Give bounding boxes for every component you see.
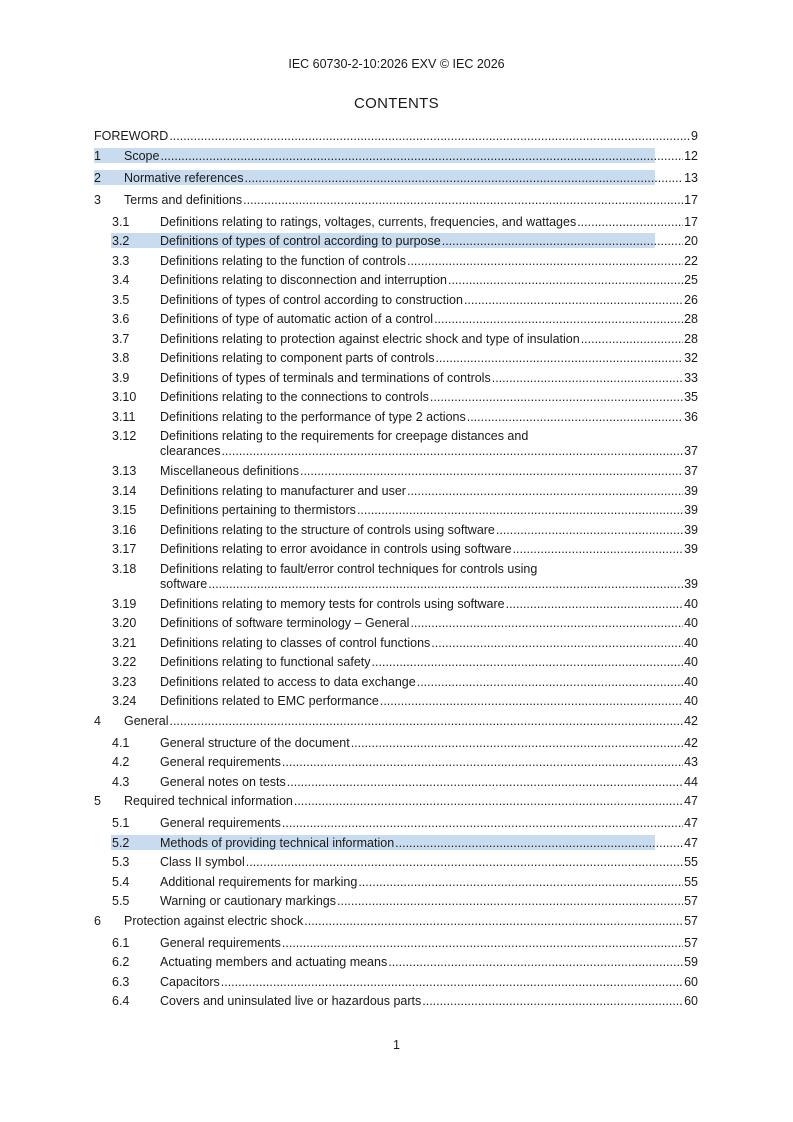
toc-entry-number: 1: [94, 148, 101, 163]
toc-entry[interactable]: [94, 891, 698, 911]
toc-entry-number: 3.10: [112, 390, 137, 404]
toc-entry-number: 3.20: [112, 616, 137, 630]
toc-entry-number: 3.5: [112, 292, 130, 307]
toc-entry-page: 39: [684, 542, 698, 556]
page-number: 1: [393, 1038, 400, 1052]
toc-entry-title: Definitions pertaining to thermistors: [160, 503, 356, 517]
toc-entry[interactable]: [94, 833, 698, 853]
toc-entry-line: [160, 675, 698, 690]
toc-dot-leader: [357, 503, 683, 518]
toc-entry-line: [160, 597, 698, 612]
toc-entry[interactable]: [94, 911, 698, 933]
toc-dot-leader: [492, 371, 683, 386]
toc-dot-leader: [294, 794, 683, 809]
toc-entry[interactable]: [94, 933, 698, 953]
toc-entry-title: Definitions relating to component parts of controls: [160, 351, 435, 365]
toc-entry[interactable]: [94, 691, 698, 711]
toc-entry-number: 3.22: [112, 655, 137, 669]
toc-entry-line: [160, 736, 698, 751]
toc-entry-number: 5.4: [112, 874, 130, 889]
toc-entry-number: 5.5: [112, 894, 130, 908]
toc-entry[interactable]: [94, 387, 698, 407]
toc-entry-line: [160, 371, 698, 386]
toc-entry-title: Required technical information: [124, 794, 293, 808]
toc-entry-title: Definitions related to EMC performance: [160, 694, 379, 708]
toc-entry-title: Definitions of types of terminals and terminations of controls: [160, 370, 491, 385]
page-title: CONTENTS: [354, 95, 439, 112]
toc-entry[interactable]: [94, 594, 698, 614]
toc-entry[interactable]: [94, 231, 698, 251]
toc-entry-line: [160, 577, 698, 592]
toc-entry-title: Methods of providing technical information: [160, 835, 395, 850]
toc-entry-page: 33: [684, 370, 698, 385]
toc-entry-line: [160, 293, 698, 308]
toc-entry-page: 60: [684, 974, 698, 989]
toc-entry-title: Definitions relating to disconnection and interruption: [160, 273, 447, 287]
toc-entry-title: Normative references: [124, 170, 244, 185]
toc-entry-line: [160, 464, 698, 479]
toc-entry-number: 2: [94, 170, 101, 185]
toc-entry[interactable]: [94, 426, 698, 461]
toc-entry[interactable]: [94, 461, 698, 481]
toc-entry-page: 47: [684, 835, 698, 850]
toc-entry-title: Capacitors: [160, 974, 220, 989]
toc-entry-page: 39: [684, 522, 698, 537]
toc-entry[interactable]: [94, 348, 698, 368]
toc-dot-leader: [395, 836, 683, 851]
toc-entry-title: clearances: [160, 444, 221, 458]
toc-dot-leader: [160, 149, 683, 164]
toc-entry-number: 3: [94, 192, 101, 207]
toc-dot-leader: [435, 351, 683, 366]
toc-entry-line: [160, 254, 698, 269]
toc-entry-title: software: [160, 576, 208, 591]
toc-entry-title: Scope: [124, 148, 160, 163]
toc-entry-line: [160, 503, 698, 518]
toc-entry[interactable]: [94, 711, 698, 733]
toc-entry-line: [160, 936, 698, 951]
toc-entry-number: 3.11: [112, 409, 136, 424]
toc-entry-number: 3.18: [112, 561, 137, 576]
toc-dot-leader: [351, 736, 683, 751]
toc-entry-page: 13: [684, 170, 698, 185]
toc-entry-page: 57: [684, 913, 698, 928]
page-header: IEC 60730-2-10:2026 EXV © IEC 2026: [288, 57, 505, 71]
toc-entry-line: [160, 875, 698, 890]
toc-entry-title: General: [124, 713, 169, 728]
toc-dot-leader: [169, 129, 690, 144]
toc-entry-line: [124, 193, 698, 208]
toc-entry-title: Definitions relating to the structure of controls using software: [160, 522, 495, 537]
toc-entry-number: 3.9: [112, 370, 130, 385]
toc-entry-page: 60: [684, 994, 698, 1008]
toc-entry-title: Class II symbol: [160, 855, 245, 869]
toc-entry-title: Definitions relating to the connections to controls: [160, 390, 429, 404]
toc-entry-title: General requirements: [160, 816, 281, 830]
toc-dot-leader: [448, 273, 683, 288]
toc-entry-number: 3.23: [112, 674, 137, 689]
toc-entry[interactable]: [94, 772, 698, 792]
toc-entry-line: [160, 542, 698, 557]
toc-entry[interactable]: [94, 613, 698, 633]
toc-entry-page: 28: [684, 331, 698, 346]
toc-dot-leader: [581, 332, 683, 347]
toc-entry-line: [160, 215, 698, 230]
toc-entry-line: [160, 816, 698, 831]
toc-entry-page: 17: [684, 214, 698, 229]
toc-entry-title: Definitions relating to the performance of type 2 actions: [160, 409, 466, 424]
toc-entry-number: 3.19: [112, 596, 137, 611]
toc-entry-number: 6.3: [112, 974, 130, 989]
toc-entry-number: 3.13: [112, 464, 137, 478]
toc-entry-number: 3.1: [112, 214, 130, 229]
toc-dot-leader: [221, 975, 683, 990]
toc-entry-page: 40: [684, 694, 698, 708]
toc-dot-leader: [388, 955, 683, 970]
toc-entry-line: [160, 616, 698, 631]
toc-entry-page: 17: [684, 192, 698, 207]
toc-entry-page: 20: [684, 234, 698, 248]
toc-entry-line: [160, 836, 698, 851]
toc-entry[interactable]: [94, 559, 698, 594]
toc-dot-leader: [434, 312, 683, 327]
toc-dot-leader: [407, 484, 683, 499]
toc-entry-number: 6.4: [112, 994, 130, 1008]
toc-dot-leader: [282, 816, 683, 831]
toc-dot-leader: [282, 755, 683, 770]
toc-entry[interactable]: [94, 852, 698, 872]
toc-entry[interactable]: [94, 752, 698, 772]
toc-dot-leader: [246, 855, 683, 870]
toc-entry-page: 40: [684, 674, 698, 689]
toc-entry-page: 42: [684, 713, 698, 728]
toc-entry[interactable]: [94, 872, 698, 892]
toc-entry-title: Definitions relating to classes of control functions: [160, 635, 431, 650]
toc-dot-leader: [300, 464, 683, 479]
toc-entry-number: 5.3: [112, 855, 130, 869]
toc-entry-line: [124, 714, 698, 729]
toc-dot-leader: [169, 714, 683, 729]
toc-entry[interactable]: [94, 309, 698, 329]
toc-entry-title: Definitions of types of control according to purpose: [160, 234, 441, 248]
toc-entry-page: 47: [684, 816, 698, 830]
toc-entry-page: 43: [684, 755, 698, 769]
toc-entry-line: [160, 410, 698, 425]
toc-entry-number: 6.1: [112, 935, 130, 950]
toc-entry-title: Definitions relating to the function of controls: [160, 253, 406, 268]
toc-entry[interactable]: [94, 270, 698, 290]
toc-dot-leader: [506, 597, 684, 612]
toc-dot-leader: [467, 410, 683, 425]
toc-dot-leader: [245, 171, 684, 186]
toc-entry[interactable]: [94, 672, 698, 692]
toc-entry-number: 3.14: [112, 483, 137, 498]
toc-entry-line: [160, 955, 698, 970]
toc-entry-number: 5: [94, 794, 101, 808]
toc-entry-page: 37: [684, 464, 698, 478]
toc-entry[interactable]: [94, 652, 698, 672]
toc-entry-number: 4.2: [112, 755, 130, 769]
toc-entry-number: 4.3: [112, 774, 130, 789]
toc-entry-line: [124, 794, 698, 809]
toc-entry-page: 37: [684, 444, 698, 458]
toc-entry[interactable]: [94, 251, 698, 271]
toc-entry-title: FOREWORD: [94, 129, 169, 143]
toc-entry-number: 3.17: [112, 542, 137, 556]
toc-entry-page: 12: [684, 148, 698, 163]
toc-entry-number: 3.16: [112, 522, 137, 537]
toc-entry-number: 3.8: [112, 351, 130, 365]
toc-entry[interactable]: [94, 190, 698, 212]
toc-entry-title: Terms and definitions: [124, 192, 243, 207]
table-of-contents: [94, 126, 698, 1011]
toc-entry-page: 40: [684, 635, 698, 650]
toc-entry-line: [160, 273, 698, 288]
toc-entry[interactable]: [94, 813, 698, 833]
toc-dot-leader: [358, 875, 683, 890]
toc-entry-line: [160, 655, 698, 670]
toc-dot-leader: [380, 694, 683, 709]
toc-entry-number: 3.2: [112, 234, 130, 248]
toc-entry-title-line1: Definitions relating to fault/error control techniques for controls using: [160, 561, 538, 576]
toc-entry-title: Warning or cautionary markings: [160, 894, 336, 908]
toc-dot-leader: [208, 577, 683, 592]
toc-dot-leader: [431, 636, 683, 651]
toc-entry-number: 3.24: [112, 694, 137, 708]
toc-entry-number: 3.6: [112, 312, 130, 326]
toc-entry-title: Miscellaneous definitions: [160, 464, 299, 478]
toc-entry-number: 5.1: [112, 816, 130, 830]
toc-entry-number: 3.7: [112, 331, 130, 346]
toc-entry-page: 44: [684, 774, 698, 789]
toc-entry-number: 3.15: [112, 503, 137, 517]
toc-entry[interactable]: [94, 368, 698, 388]
toc-entry-page: 28: [684, 312, 698, 326]
toc-entry-page: 55: [684, 855, 698, 869]
toc-entry-title: Definitions relating to error avoidance in controls using software: [160, 542, 512, 556]
toc-entry[interactable]: [94, 212, 698, 232]
toc-dot-leader: [407, 254, 683, 269]
toc-entry[interactable]: [94, 146, 698, 168]
toc-entry[interactable]: [94, 991, 698, 1011]
toc-entry[interactable]: [94, 329, 698, 349]
toc-entry-title: Definitions relating to functional safety: [160, 655, 371, 669]
toc-entry-number: 3.3: [112, 253, 130, 268]
toc-entry-page: 39: [684, 483, 698, 498]
toc-entry[interactable]: [94, 168, 698, 190]
toc-entry[interactable]: [94, 791, 698, 813]
toc-entry-title: Definitions related to access to data exchange: [160, 674, 416, 689]
toc-entry-line: [160, 755, 698, 770]
toc-entry-page: 36: [684, 409, 698, 424]
toc-entry[interactable]: [94, 407, 698, 427]
toc-entry-line: [160, 444, 698, 459]
toc-entry-title: General requirements: [160, 935, 281, 950]
toc-dot-leader: [243, 193, 683, 208]
toc-entry-page: 26: [684, 292, 698, 307]
toc-entry-page: 39: [684, 576, 698, 591]
toc-entry-page: 35: [684, 390, 698, 404]
toc-entry-line: [160, 312, 698, 327]
toc-entry[interactable]: [94, 972, 698, 992]
toc-entry-line: [160, 351, 698, 366]
toc-entry-page: 9: [691, 129, 698, 143]
toc-entry-title-line1: Definitions relating to the requirements for creepage distances and: [160, 429, 529, 443]
toc-dot-leader: [410, 616, 683, 631]
toc-entry-line: [160, 775, 698, 790]
toc-dot-leader: [442, 234, 683, 249]
toc-dot-leader: [464, 293, 683, 308]
toc-entry-title: Definitions of type of automatic action of a control: [160, 312, 434, 326]
toc-entry-page: 55: [684, 874, 698, 889]
toc-entry-line: [160, 332, 698, 347]
toc-entry[interactable]: [94, 290, 698, 310]
toc-entry-title: Definitions of types of control according to construction: [160, 292, 463, 307]
toc-entry-page: 47: [684, 794, 698, 808]
toc-dot-leader: [430, 390, 683, 405]
toc-entry-title: Protection against electric shock: [124, 913, 304, 928]
toc-entry-line: [124, 171, 698, 186]
toc-dot-leader: [422, 994, 683, 1009]
toc-entry-line: [124, 149, 698, 164]
toc-entry-line: [160, 894, 698, 909]
toc-entry-line: [160, 484, 698, 499]
toc-entry-title: Definitions relating to ratings, voltages, currents, frequencies, and wattages: [160, 214, 577, 229]
toc-entry[interactable]: [94, 952, 698, 972]
toc-entry-title: General requirements: [160, 755, 281, 769]
toc-entry-number: 4.1: [112, 735, 130, 750]
toc-entry-title: Definitions relating to protection against electric shock and type of insulation: [160, 331, 580, 346]
toc-entry[interactable]: [94, 539, 698, 559]
toc-entry-number: 6: [94, 913, 101, 928]
toc-entry-line: [160, 390, 698, 405]
toc-entry-number: 4: [94, 713, 101, 728]
toc-entry-number: 3.21: [112, 635, 137, 650]
toc-entry-title: Definitions relating to memory tests for controls using software: [160, 596, 505, 611]
toc-dot-leader: [304, 914, 683, 929]
toc-entry-title: Definitions relating to manufacturer and user: [160, 483, 406, 498]
toc-dot-leader: [337, 894, 683, 909]
toc-entry-page: 42: [684, 735, 698, 750]
toc-dot-leader: [577, 215, 683, 230]
toc-entry-title: Actuating members and actuating means: [160, 955, 388, 969]
toc-dot-leader: [282, 936, 683, 951]
toc-entry-page: 32: [684, 351, 698, 365]
toc-dot-leader: [372, 655, 684, 670]
toc-entry-line: [160, 975, 698, 990]
toc-entry-number: 3.4: [112, 273, 130, 287]
toc-entry-title: Covers and uninsulated live or hazardous parts: [160, 994, 422, 1008]
toc-entry-page: 57: [684, 894, 698, 908]
toc-entry-line: [160, 694, 698, 709]
toc-entry-number: 3.12: [112, 429, 137, 443]
toc-entry-line: [160, 994, 698, 1009]
toc-entry[interactable]: [94, 633, 698, 653]
toc-entry-page: 40: [684, 655, 698, 669]
toc-entry-title: Additional requirements for marking: [160, 874, 358, 889]
toc-entry-page: 39: [684, 503, 698, 517]
toc-dot-leader: [417, 675, 683, 690]
toc-entry-title: Definitions of software terminology – General: [160, 616, 410, 630]
toc-dot-leader: [513, 542, 684, 557]
toc-entry-title: General structure of the document: [160, 735, 350, 750]
toc-entry[interactable]: [94, 520, 698, 540]
toc-entry-page: 59: [684, 955, 698, 969]
toc-entry-line: [160, 855, 698, 870]
toc-entry[interactable]: [94, 126, 698, 146]
toc-entry-page: 40: [684, 596, 698, 611]
toc-entry-line: [94, 129, 698, 144]
toc-entry-line: [160, 636, 698, 651]
toc-entry-number: 6.2: [112, 955, 130, 969]
toc-entry[interactable]: [94, 481, 698, 501]
toc-dot-leader: [287, 775, 683, 790]
toc-entry-title: General notes on tests: [160, 774, 286, 789]
toc-entry-page: 40: [684, 616, 698, 630]
toc-dot-leader: [496, 523, 683, 538]
toc-entry-page: 22: [684, 253, 698, 268]
toc-entry-line: [160, 523, 698, 538]
toc-entry-line: [124, 914, 698, 929]
toc-dot-leader: [221, 444, 683, 459]
toc-entry-number: 5.2: [112, 835, 130, 850]
toc-entry-page: 25: [684, 273, 698, 287]
toc-entry-page: 57: [684, 935, 698, 950]
toc-entry[interactable]: [94, 733, 698, 753]
toc-entry[interactable]: [94, 500, 698, 520]
toc-entry-line: [160, 234, 698, 249]
